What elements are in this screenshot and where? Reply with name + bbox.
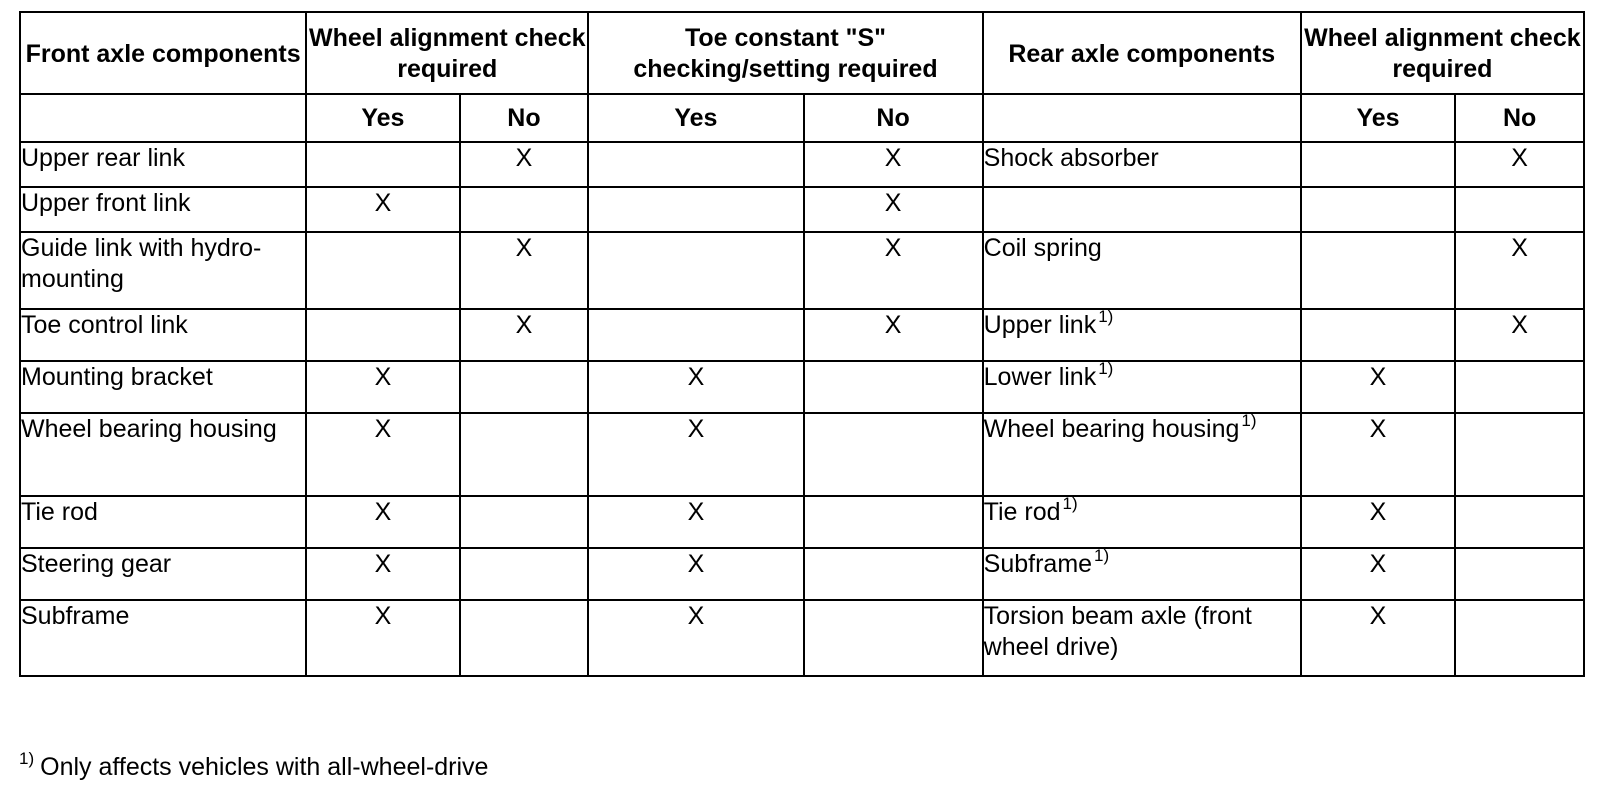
subheader-empty-front [20, 94, 306, 142]
toe-yes-cell [588, 309, 803, 361]
front-alignment-no-cell [460, 496, 589, 548]
table-row [20, 232, 1584, 309]
front-alignment-yes-cell: X [306, 548, 459, 600]
rear-component-cell [983, 358, 1301, 413]
footnote-marker: 1) [1241, 410, 1257, 430]
front-alignment-no-cell [460, 600, 589, 676]
rear-alignment-yes-cell [1301, 232, 1455, 309]
toe-yes-cell: X [588, 496, 803, 548]
subheader-toe-no: No [804, 94, 983, 142]
toe-no-cell [804, 496, 983, 548]
front-alignment-no-cell: X [460, 142, 589, 187]
toe-yes-cell [588, 187, 803, 232]
toe-no-cell: X [804, 232, 983, 309]
toe-no-cell [804, 361, 983, 413]
front-alignment-no-cell [460, 548, 589, 600]
table-row [20, 361, 1584, 413]
table-row [20, 413, 1584, 496]
footnote-marker: 1) [1098, 306, 1114, 326]
subheader-rear-alignment-yes: Yes [1301, 94, 1455, 142]
toe-no-cell [804, 548, 983, 600]
front-alignment-yes-cell [306, 232, 459, 309]
rear-alignment-yes-cell: X [1301, 600, 1455, 676]
rear-alignment-yes-cell [1301, 309, 1455, 361]
front-component-cell: Steering gear [20, 548, 306, 600]
rear-component-cell [983, 493, 1301, 548]
rear-alignment-no-cell [1455, 496, 1584, 548]
rear-component-label: Lower link [983, 363, 1097, 391]
toe-no-cell: X [804, 187, 983, 232]
front-component-cell: Toe control link [20, 309, 306, 361]
rear-alignment-no-cell [1455, 187, 1584, 232]
rear-alignment-yes-cell: X [1301, 548, 1455, 600]
header-rear-wheel-alignment: Wheel alignment check required [1301, 12, 1584, 94]
toe-yes-cell [588, 142, 803, 187]
rear-alignment-yes-cell [1301, 142, 1455, 187]
front-component-cell: Subframe [20, 600, 306, 676]
table-row [20, 600, 1584, 676]
rear-component-label: Tie rod [983, 498, 1061, 526]
rear-component-label: Subframe [983, 550, 1093, 578]
toe-no-cell: X [804, 142, 983, 187]
front-component-cell: Guide link with hydro-mounting [20, 232, 306, 309]
toe-no-cell [804, 413, 983, 496]
table-row [20, 187, 1584, 232]
rear-component-cell [983, 600, 1301, 676]
toe-no-cell: X [804, 309, 983, 361]
rear-alignment-yes-cell: X [1301, 361, 1455, 413]
header-front-wheel-alignment: Wheel alignment check required [306, 12, 588, 94]
rear-alignment-no-cell [1455, 413, 1584, 496]
table-row [20, 548, 1584, 600]
subheader-row [20, 94, 1584, 142]
header-row [20, 12, 1584, 94]
rear-alignment-no-cell: X [1455, 309, 1584, 361]
footnote-marker: 1) [19, 748, 35, 768]
front-component-cell: Upper front link [20, 187, 306, 232]
front-alignment-yes-cell: X [306, 187, 459, 232]
rear-component-label: Torsion beam axle (front wheel drive) [983, 602, 1252, 661]
front-alignment-no-cell: X [460, 309, 589, 361]
rear-component-cell [983, 545, 1301, 600]
front-alignment-no-cell [460, 187, 589, 232]
rear-alignment-no-cell: X [1455, 142, 1584, 187]
rear-component-cell [983, 187, 1301, 232]
front-alignment-yes-cell: X [306, 413, 459, 496]
toe-yes-cell: X [588, 413, 803, 496]
front-component-cell: Upper rear link [20, 142, 306, 187]
rear-component-label: Shock absorber [983, 144, 1159, 172]
toe-yes-cell [588, 232, 803, 309]
rear-alignment-yes-cell [1301, 187, 1455, 232]
header-toe-constant: Toe constant "S" checking/setting required [588, 12, 982, 94]
toe-yes-cell: X [588, 600, 803, 676]
subheader-front-alignment-yes: Yes [306, 94, 459, 142]
front-alignment-yes-cell: X [306, 361, 459, 413]
table-row [20, 309, 1584, 361]
front-alignment-yes-cell: X [306, 600, 459, 676]
header-rear-axle-components: Rear axle components [983, 12, 1301, 94]
footnote-text: Only affects vehicles with all-wheel-drive [40, 753, 489, 781]
axle-components-table [19, 11, 1585, 677]
front-alignment-yes-cell [306, 309, 459, 361]
rear-component-label: Upper link [983, 311, 1097, 339]
rear-component-cell [983, 232, 1301, 309]
rear-component-label: Coil spring [983, 234, 1102, 262]
rear-alignment-no-cell: X [1455, 232, 1584, 309]
footnote [19, 748, 489, 783]
front-alignment-no-cell: X [460, 232, 589, 309]
rear-alignment-no-cell [1455, 600, 1584, 676]
table-row [20, 496, 1584, 548]
rear-component-cell [983, 142, 1301, 187]
rear-alignment-no-cell [1455, 361, 1584, 413]
front-alignment-yes-cell [306, 142, 459, 187]
footnote-marker: 1) [1094, 545, 1110, 565]
footnote-marker: 1) [1062, 493, 1078, 513]
toe-no-cell [804, 600, 983, 676]
rear-alignment-yes-cell: X [1301, 413, 1455, 496]
front-component-cell: Wheel bearing housing [20, 413, 306, 496]
toe-yes-cell: X [588, 361, 803, 413]
front-component-cell: Mounting bracket [20, 361, 306, 413]
subheader-empty-rear [983, 94, 1301, 142]
subheader-toe-yes: Yes [588, 94, 803, 142]
rear-component-cell [983, 306, 1301, 361]
rear-alignment-no-cell [1455, 548, 1584, 600]
rear-alignment-yes-cell: X [1301, 496, 1455, 548]
front-alignment-no-cell [460, 413, 589, 496]
table-row [20, 142, 1584, 187]
subheader-front-alignment-no: No [460, 94, 589, 142]
subheader-rear-alignment-no: No [1455, 94, 1584, 142]
header-front-axle-components: Front axle components [20, 12, 306, 94]
front-alignment-yes-cell: X [306, 496, 459, 548]
footnote-marker: 1) [1098, 358, 1114, 378]
toe-yes-cell: X [588, 548, 803, 600]
front-alignment-no-cell [460, 361, 589, 413]
front-component-cell: Tie rod [20, 496, 306, 548]
rear-component-label: Wheel bearing housing [983, 415, 1240, 443]
rear-component-cell [983, 410, 1301, 496]
